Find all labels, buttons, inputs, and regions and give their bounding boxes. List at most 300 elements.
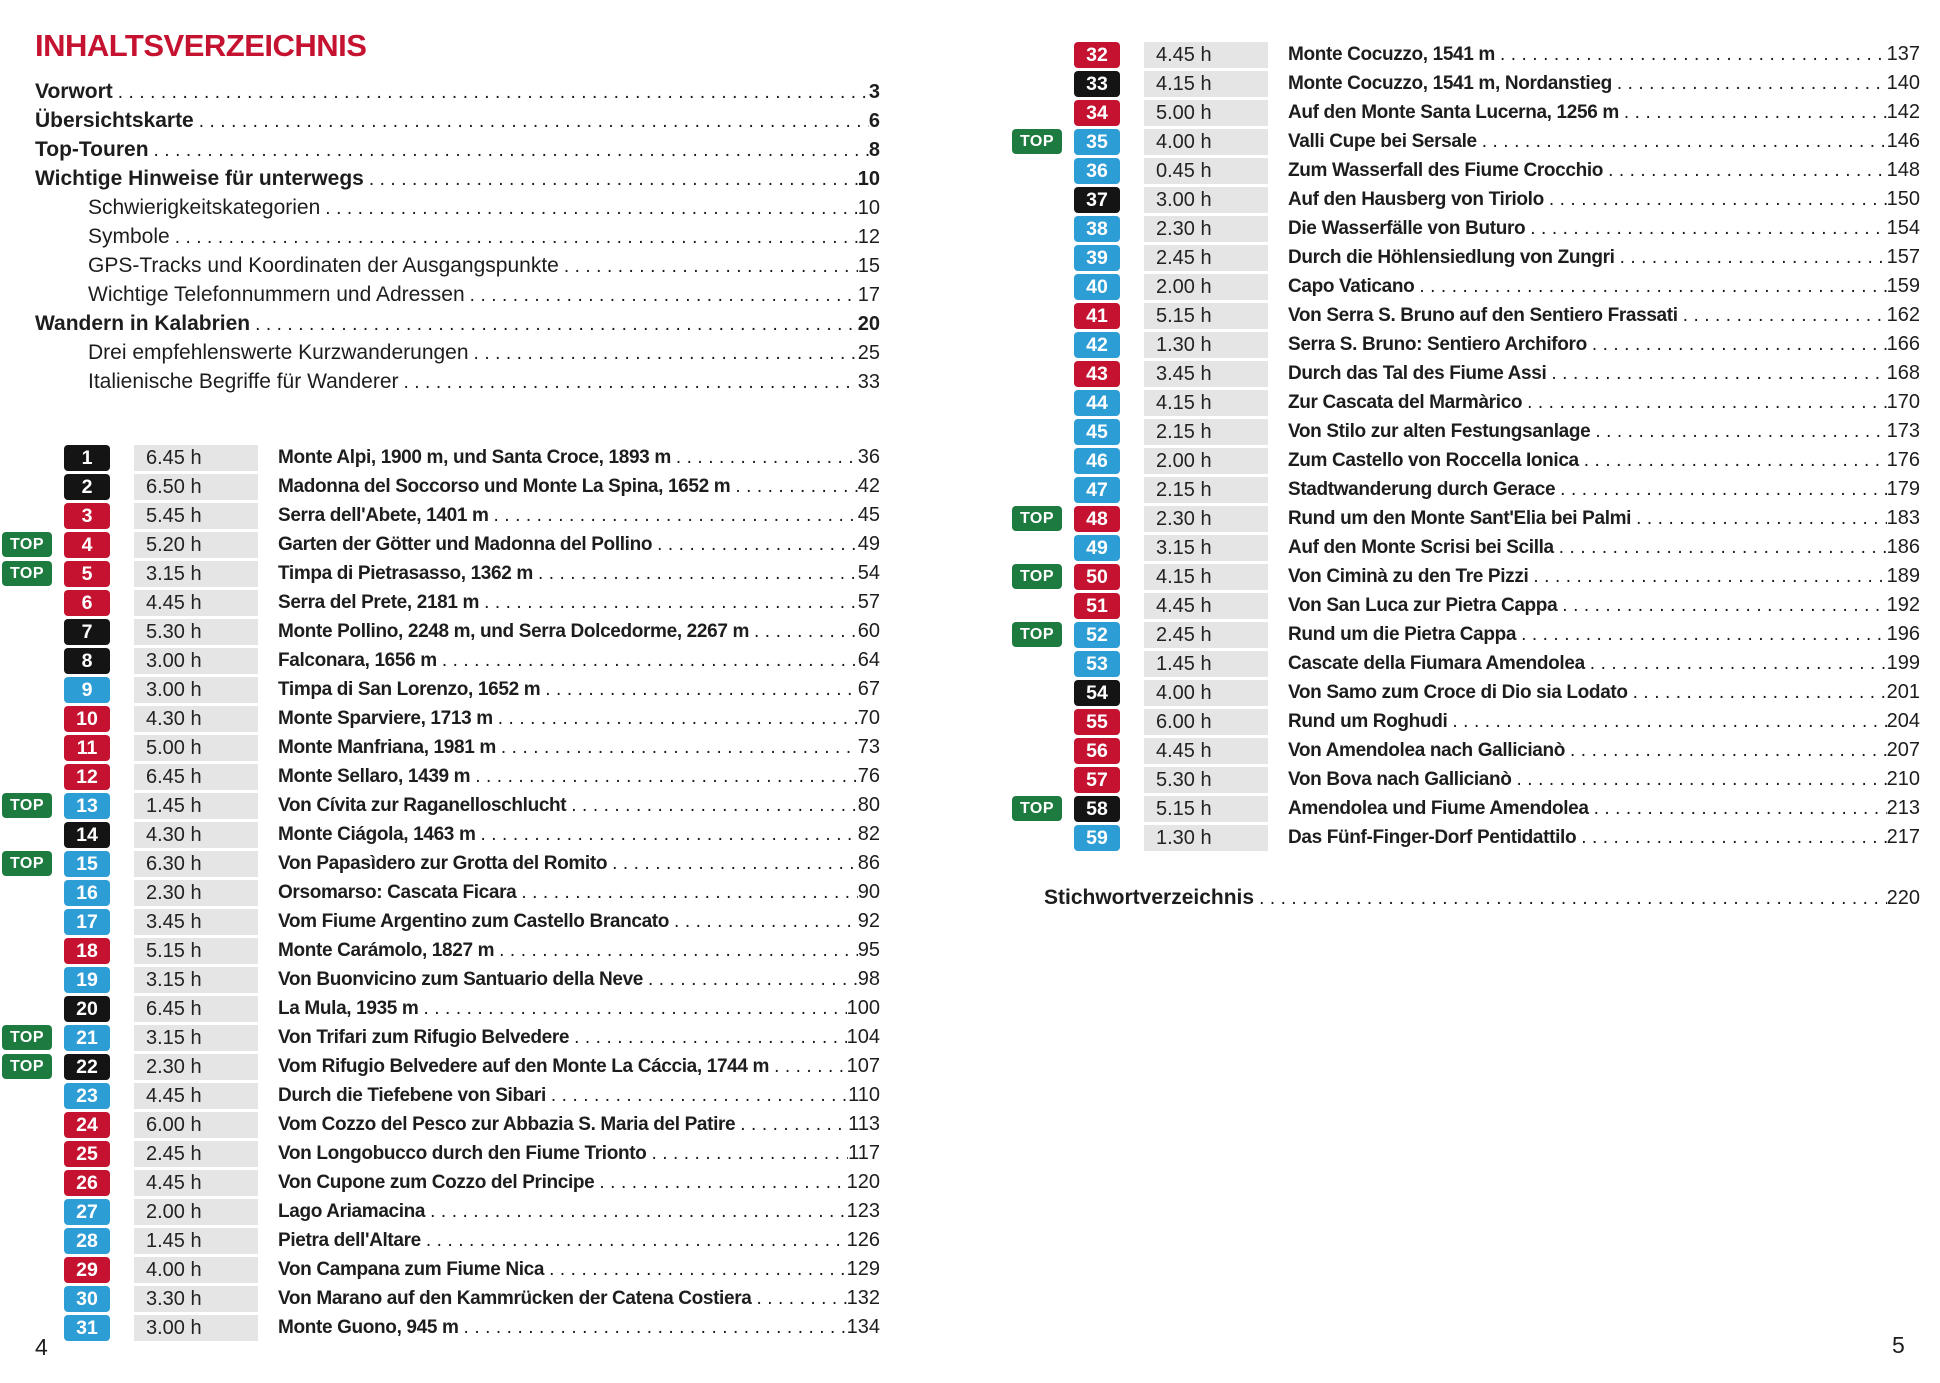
tour-row <box>1010 823 1920 852</box>
tour-row <box>1010 533 1920 562</box>
tour-page-number: 73 <box>857 736 880 758</box>
tour-entry <box>278 1287 880 1310</box>
dot-leader <box>540 679 857 701</box>
tour-page-number: 166 <box>1886 333 1920 355</box>
tour-duration: 2.15 h <box>1144 477 1268 503</box>
tour-entry <box>278 591 880 614</box>
tour-number-badge: 8 <box>64 648 110 674</box>
tour-title: Monte Sellaro, 1439 m <box>278 766 471 787</box>
tour-number-badge: 19 <box>64 967 110 993</box>
top-badge-slot <box>0 996 64 1021</box>
tour-duration: 2.30 h <box>134 1054 258 1080</box>
top-badge-slot <box>1010 129 1074 154</box>
dot-leader <box>749 621 858 643</box>
tour-entry <box>1288 159 1920 182</box>
tour-entry <box>1288 739 1920 762</box>
tour-page-number: 126 <box>846 1229 880 1251</box>
tour-row <box>1010 388 1920 417</box>
tour-duration: 2.00 h <box>1144 274 1268 300</box>
tour-duration: 1.45 h <box>134 1228 258 1254</box>
dot-leader <box>546 1085 848 1107</box>
tour-title: Orsomarso: Cascata Ficara <box>278 882 517 903</box>
top-badge-slot <box>0 706 64 731</box>
tour-duration: 3.15 h <box>1144 535 1268 561</box>
dot-leader <box>1678 305 1887 327</box>
tour-duration: 3.15 h <box>134 1025 258 1051</box>
tour-title: Amendolea und Fiume Amendolea <box>1288 798 1589 819</box>
tour-page-number: 132 <box>846 1287 880 1309</box>
tour-number-badge: 52 <box>1074 622 1120 648</box>
tour-row <box>1010 765 1920 794</box>
tour-duration: 4.45 h <box>134 590 258 616</box>
toc-entry-page-number: 3 <box>868 81 880 103</box>
tour-entry <box>278 1258 880 1281</box>
dot-leader <box>1587 334 1887 356</box>
tour-title: Auf den Monte Scrisi bei Scilla <box>1288 537 1554 558</box>
dot-leader <box>516 882 857 904</box>
tour-number-badge: 27 <box>64 1199 110 1225</box>
dot-leader <box>1516 624 1887 646</box>
top-badge-slot <box>0 1170 64 1195</box>
tour-entry <box>1288 652 1920 675</box>
tour-row <box>0 588 880 617</box>
tour-number-badge: 49 <box>1074 535 1120 561</box>
top-badge-slot <box>1010 390 1074 415</box>
tour-page-number: 189 <box>1886 565 1920 587</box>
dot-leader <box>399 372 858 394</box>
tour-page-number: 117 <box>848 1142 880 1164</box>
tour-title: Falconara, 1656 m <box>278 650 437 671</box>
tour-entry <box>1288 681 1920 704</box>
tour-entry <box>1288 768 1920 791</box>
top-badge-slot <box>0 1199 64 1224</box>
tour-row <box>1010 736 1920 765</box>
dot-leader <box>671 447 858 469</box>
tour-entry <box>278 475 880 498</box>
dot-leader <box>113 82 869 104</box>
top-badge-slot <box>0 938 64 963</box>
tour-entry <box>278 939 880 962</box>
tour-number-badge: 24 <box>64 1112 110 1138</box>
toc-entry-row <box>35 312 880 341</box>
tour-duration: 2.30 h <box>1144 216 1268 242</box>
tour-page-number: 148 <box>1886 159 1920 181</box>
tour-title: Das Fünf-Finger-Dorf Pentidattilo <box>1288 827 1577 848</box>
top-badge-slot <box>0 1315 64 1340</box>
top-badge-slot <box>1010 709 1074 734</box>
tour-page-number: 134 <box>846 1316 880 1338</box>
tour-row <box>0 646 880 675</box>
top-badge-slot <box>1010 825 1074 850</box>
tour-title: Monte Cocuzzo, 1541 m, Nordanstieg <box>1288 73 1612 94</box>
tour-duration: 1.30 h <box>1144 825 1268 851</box>
tour-number-badge: 4 <box>64 532 110 558</box>
tour-number-badge: 5 <box>64 561 110 587</box>
tour-entry <box>278 910 880 933</box>
top-badge: TOP <box>1012 622 1062 647</box>
top-badge-slot <box>1010 419 1074 444</box>
tour-row <box>0 1052 880 1081</box>
tour-page-number: 154 <box>1886 217 1920 239</box>
tour-row <box>0 965 880 994</box>
dot-leader <box>496 737 858 759</box>
tour-title: Lago Ariamacina <box>278 1201 426 1222</box>
top-badge-slot <box>1010 535 1074 560</box>
tour-title: Von Papasìdero zur Grotta del Romito <box>278 853 608 874</box>
top-badge-slot <box>0 967 64 992</box>
tour-page-number: 113 <box>848 1113 880 1135</box>
top-badge-slot <box>1010 303 1074 328</box>
toc-entry-label: Wichtige Telefonnummern und Adressen <box>88 283 465 306</box>
tour-number-badge: 55 <box>1074 709 1120 735</box>
dot-leader <box>533 563 858 585</box>
top-badge-slot <box>1010 71 1074 96</box>
tour-duration: 4.15 h <box>1144 390 1268 416</box>
dot-leader <box>1544 189 1887 211</box>
tour-page-number: 64 <box>857 649 880 671</box>
tour-entry <box>278 504 880 527</box>
tour-number-badge: 31 <box>64 1315 110 1341</box>
tour-number-badge: 37 <box>1074 187 1120 213</box>
index-label: Stichwortverzeichnis <box>1044 886 1255 909</box>
dot-leader <box>425 1201 846 1223</box>
tour-title: Durch die Höhlensiedlung von Zungri <box>1288 247 1615 268</box>
dot-leader <box>1615 247 1887 269</box>
tour-entry <box>1288 188 1920 211</box>
tour-page-number: 42 <box>857 475 880 497</box>
tour-entry <box>1288 362 1920 385</box>
tour-duration: 4.00 h <box>1144 680 1268 706</box>
tour-duration: 6.30 h <box>134 851 258 877</box>
top-badge-slot <box>1010 361 1074 386</box>
tour-number-badge: 7 <box>64 619 110 645</box>
dot-leader <box>1576 827 1886 849</box>
tour-row <box>0 907 880 936</box>
toc-entry-label: Symbole <box>88 225 170 248</box>
toc-entry-label: Übersichtskarte <box>35 109 194 132</box>
tour-page-number: 82 <box>857 823 880 845</box>
top-badge-slot <box>0 590 64 615</box>
tour-page-number: 90 <box>857 881 880 903</box>
dot-leader <box>493 708 858 730</box>
dot-leader <box>566 795 857 817</box>
toc-entry-row <box>35 225 880 254</box>
top-badge-slot <box>1010 593 1074 618</box>
top-badge-slot <box>0 1112 64 1137</box>
toc-entry-page-number: 25 <box>857 342 880 364</box>
tour-title: Monte Pollino, 2248 m, und Serra Dolcedorme, 2267 m <box>278 621 750 642</box>
tour-number-badge: 36 <box>1074 158 1120 184</box>
dot-leader <box>1590 421 1886 443</box>
dot-leader <box>437 650 858 672</box>
tour-number-badge: 22 <box>64 1054 110 1080</box>
tour-number-badge: 29 <box>64 1257 110 1283</box>
dot-leader <box>494 940 858 962</box>
toc-entry-label: Top-Touren <box>35 138 149 161</box>
tour-number-badge: 32 <box>1074 42 1120 68</box>
tour-duration: 0.45 h <box>1144 158 1268 184</box>
tour-title: Timpa di Pietrasasso, 1362 m <box>278 563 533 584</box>
tour-page-number: 57 <box>857 591 880 613</box>
footer-page-number-right: 5 <box>1892 1332 1905 1358</box>
top-badge-slot <box>1010 477 1074 502</box>
tour-duration: 5.45 h <box>134 503 258 529</box>
tour-entry <box>278 1316 880 1339</box>
tour-title: Von Trifari zum Rifugio Belvedere <box>278 1027 570 1048</box>
tour-title: La Mula, 1935 m <box>278 998 419 1019</box>
tour-entry <box>1288 797 1920 820</box>
tour-number-badge: 58 <box>1074 796 1120 822</box>
tour-duration: 3.45 h <box>1144 361 1268 387</box>
tour-row <box>0 501 880 530</box>
dot-leader <box>669 911 858 933</box>
footer-page-number-left: 4 <box>35 1334 48 1360</box>
toc-entry-label: Wandern in Kalabrien <box>35 312 251 335</box>
tour-page-number: 192 <box>1886 594 1920 616</box>
tour-row <box>0 472 880 501</box>
dot-leader <box>544 1259 847 1281</box>
tour-list-right <box>1010 40 1920 852</box>
tour-number-badge: 56 <box>1074 738 1120 764</box>
tour-row <box>0 1313 880 1342</box>
tour-title: Zum Wasserfall des Fiume Crocchio <box>1288 160 1604 181</box>
tour-row <box>0 762 880 791</box>
tour-entry <box>1288 246 1920 269</box>
tour-number-badge: 3 <box>64 503 110 529</box>
tour-row <box>1010 156 1920 185</box>
tour-duration: 2.15 h <box>1144 419 1268 445</box>
tour-row <box>1010 417 1920 446</box>
tour-row <box>0 878 880 907</box>
tour-entry <box>1288 275 1920 298</box>
tour-title: Von Marano auf den Kammrücken der Catena Costiera <box>278 1288 752 1309</box>
tour-page-number: 162 <box>1886 304 1920 326</box>
tour-entry <box>278 852 880 875</box>
dot-leader <box>194 111 869 133</box>
tour-title: Monte Guono, 945 m <box>278 1317 459 1338</box>
tour-page-number: 98 <box>857 968 880 990</box>
tour-page-number: 120 <box>846 1171 880 1193</box>
tour-entry <box>278 1113 880 1136</box>
front-matter-list <box>35 80 880 399</box>
tour-duration: 6.50 h <box>134 474 258 500</box>
dot-leader <box>1631 508 1887 530</box>
tour-duration: 4.30 h <box>134 822 258 848</box>
dot-leader <box>1522 392 1887 414</box>
tour-title: Monte Ciágola, 1463 m <box>278 824 476 845</box>
tour-title: Serra dell'Abete, 1401 m <box>278 505 489 526</box>
tour-duration: 4.00 h <box>1144 129 1268 155</box>
dot-leader <box>652 534 858 556</box>
tour-page-number: 137 <box>1886 43 1920 65</box>
tour-list-left <box>0 443 880 1342</box>
toc-entry-page-number: 10 <box>857 168 880 190</box>
top-badge: TOP <box>2 793 52 818</box>
top-badge-slot <box>0 1025 64 1050</box>
tour-row <box>1010 678 1920 707</box>
tour-entry <box>278 968 880 991</box>
tour-page-number: 168 <box>1886 362 1920 384</box>
tour-entry <box>278 765 880 788</box>
tour-entry <box>1288 420 1920 443</box>
tour-number-badge: 14 <box>64 822 110 848</box>
tour-title: Von Campana zum Fiume Nica <box>278 1259 545 1280</box>
tour-title: Vom Cozzo del Pesco zur Abbazia S. Maria del Patire <box>278 1114 736 1135</box>
tour-row <box>1010 98 1920 127</box>
top-badge-slot <box>0 1257 64 1282</box>
tour-row <box>0 791 880 820</box>
tour-number-badge: 28 <box>64 1228 110 1254</box>
tour-entry <box>1288 536 1920 559</box>
tour-entry <box>1288 594 1920 617</box>
tour-duration: 5.15 h <box>1144 796 1268 822</box>
tour-row <box>1010 446 1920 475</box>
tour-page-number: 179 <box>1886 478 1920 500</box>
tour-title: Monte Carámolo, 1827 m <box>278 940 495 961</box>
tour-row <box>0 675 880 704</box>
tour-number-badge: 39 <box>1074 245 1120 271</box>
tour-duration: 4.30 h <box>134 706 258 732</box>
tour-page-number: 146 <box>1886 130 1920 152</box>
tour-duration: 2.30 h <box>134 880 258 906</box>
tour-number-badge: 47 <box>1074 477 1120 503</box>
tour-row <box>1010 562 1920 591</box>
dot-leader <box>149 140 869 162</box>
tour-title: Von Serra S. Bruno auf den Sentiero Frassati <box>1288 305 1678 326</box>
dot-leader <box>1557 595 1886 617</box>
tour-duration: 4.45 h <box>134 1083 258 1109</box>
tour-number-badge: 40 <box>1074 274 1120 300</box>
tour-entry <box>1288 710 1920 733</box>
tour-duration: 4.15 h <box>1144 564 1268 590</box>
tour-number-badge: 16 <box>64 880 110 906</box>
index-row <box>1044 886 1920 910</box>
tour-page-number: 176 <box>1886 449 1920 471</box>
dot-leader <box>751 1288 846 1310</box>
tour-row <box>0 994 880 1023</box>
tour-page-number: 60 <box>857 620 880 642</box>
top-badge-slot <box>0 851 64 876</box>
tour-entry <box>1288 507 1920 530</box>
tour-number-badge: 38 <box>1074 216 1120 242</box>
tour-title: Monte Cocuzzo, 1541 m <box>1288 44 1495 65</box>
tour-row <box>0 1110 880 1139</box>
tour-number-badge: 21 <box>64 1025 110 1051</box>
top-badge-slot <box>0 1228 64 1253</box>
top-badge-slot <box>1010 245 1074 270</box>
tour-number-badge: 46 <box>1074 448 1120 474</box>
tour-title: Pietra dell'Altare <box>278 1230 421 1251</box>
dot-leader <box>569 1027 847 1049</box>
index-page-number: 220 <box>1886 887 1920 909</box>
dot-leader <box>465 285 858 307</box>
tour-entry <box>278 620 880 643</box>
top-badge-slot <box>0 561 64 586</box>
tour-duration: 4.00 h <box>134 1257 258 1283</box>
toc-entry-label: Vorwort <box>35 80 113 103</box>
tour-row <box>1010 127 1920 156</box>
toc-entry-page-number: 8 <box>868 139 880 161</box>
tour-duration: 2.45 h <box>1144 245 1268 271</box>
tour-duration: 6.00 h <box>134 1112 258 1138</box>
tour-duration: 3.00 h <box>134 1315 258 1341</box>
tour-page-number: 123 <box>846 1200 880 1222</box>
dot-leader <box>1447 711 1886 733</box>
tour-row <box>0 820 880 849</box>
tour-row <box>1010 330 1920 359</box>
tour-row <box>0 1226 880 1255</box>
dot-leader <box>1589 798 1887 820</box>
tour-title: Zur Cascata del Marmàrico <box>1288 392 1523 413</box>
dot-leader <box>1628 682 1887 704</box>
tour-title: Von Samo zum Croce di Dio sia Lodato <box>1288 682 1628 703</box>
tour-number-badge: 51 <box>1074 593 1120 619</box>
top-badge-slot <box>0 619 64 644</box>
top-badge-slot <box>0 503 64 528</box>
toc-entry-row <box>35 196 880 225</box>
toc-entry-label: Italienische Begriffe für Wanderer <box>88 370 399 393</box>
tour-number-badge: 57 <box>1074 767 1120 793</box>
tour-number-badge: 25 <box>64 1141 110 1167</box>
top-badge-slot <box>0 909 64 934</box>
dot-leader <box>1579 450 1887 472</box>
tour-row <box>1010 591 1920 620</box>
tour-duration: 3.15 h <box>134 561 258 587</box>
tour-entry <box>278 794 880 817</box>
dot-leader <box>1619 102 1887 124</box>
tour-title: Rund um Roghudi <box>1288 711 1448 732</box>
top-badge-slot <box>0 474 64 499</box>
tour-page-number: 86 <box>857 852 880 874</box>
tour-number-badge: 45 <box>1074 419 1120 445</box>
tour-duration: 3.00 h <box>134 677 258 703</box>
tour-duration: 4.45 h <box>134 1170 258 1196</box>
tour-duration: 2.30 h <box>1144 506 1268 532</box>
tour-number-badge: 9 <box>64 677 110 703</box>
tour-duration: 5.20 h <box>134 532 258 558</box>
dot-leader <box>1554 537 1887 559</box>
tour-duration: 1.30 h <box>1144 332 1268 358</box>
tour-entry <box>1288 333 1920 356</box>
tour-entry <box>278 649 880 672</box>
tour-entry <box>278 1055 880 1078</box>
tour-entry <box>278 736 880 759</box>
tour-title: Durch das Tal des Fiume Assi <box>1288 363 1547 384</box>
tour-entry <box>278 562 880 585</box>
toc-entry-row <box>35 341 880 370</box>
tour-number-badge: 11 <box>64 735 110 761</box>
tour-duration: 5.30 h <box>1144 767 1268 793</box>
tour-page-number: 95 <box>857 939 880 961</box>
tour-title: Timpa di San Lorenzo, 1652 m <box>278 679 541 700</box>
tour-number-badge: 48 <box>1074 506 1120 532</box>
tour-row <box>1010 359 1920 388</box>
tour-page-number: 196 <box>1886 623 1920 645</box>
tour-row <box>1010 40 1920 69</box>
top-badge-slot <box>1010 796 1074 821</box>
tour-row <box>0 733 880 762</box>
tour-row <box>0 1197 880 1226</box>
tour-title: Auf den Hausberg von Tiriolo <box>1288 189 1544 210</box>
tour-title: Valli Cupe bei Sersale <box>1288 131 1477 152</box>
top-badge-slot <box>1010 564 1074 589</box>
tour-number-badge: 10 <box>64 706 110 732</box>
tour-number-badge: 20 <box>64 996 110 1022</box>
tour-entry <box>1288 130 1920 153</box>
top-badge-slot <box>0 764 64 789</box>
tour-entry <box>278 1142 880 1165</box>
tour-duration: 2.45 h <box>1144 622 1268 648</box>
